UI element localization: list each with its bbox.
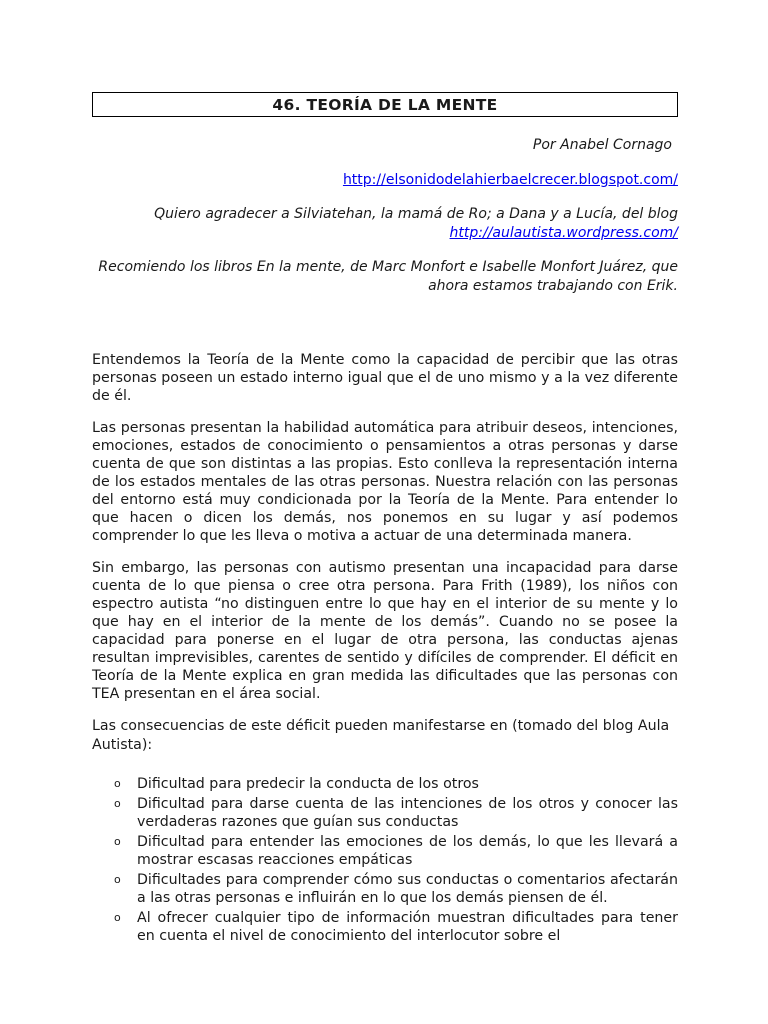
document-title: 46. TEORÍA DE LA MENTE <box>272 95 498 114</box>
bullet-circle-icon: o <box>114 797 121 810</box>
bullet-circle-icon: o <box>114 873 121 886</box>
paragraph-autism: Sin embargo, las personas con autismo presentan una incapacidad para darse cuenta de lo que piensa o cree otra persona. Para Frith (1989), los niños con espectro autista “no distinguen entre lo que hay en el interior de su mente y lo que hay en el interior de la mente de los demás”. Cuando no se posee la capacidad para ponerse en el lugar de otra persona, las conductas ajenas resultan imprevisibles, carentes de sentido y difíciles de comprender. El déficit en Teoría de la Mente explica en gran medida las dificultades que las personas con TEA presentan en el área social. <box>92 560 678 702</box>
author-url-line <box>92 171 678 190</box>
list-item: o Dificultad para entender las emociones de los demás, lo que les llevará a mostrar escasas reacciones empáticas <box>114 834 678 868</box>
thanks-line <box>92 205 678 243</box>
bullet-circle-icon: o <box>114 835 121 848</box>
list-item: o Al ofrecer cualquier tipo de información muestran dificultades para tener en cuenta el nivel de conocimiento del interlocutor sobre el <box>114 910 678 944</box>
document-page <box>92 92 678 947</box>
books-line: Recomiendo los libros En la mente, de Marc Monfort e Isabelle Monfort Juárez, que ahora estamos trabajando con Erik. <box>98 259 678 294</box>
thanks-text: Quiero agradecer a Silviatehan, la mamá de Ro; a Dana y a Lucía, del blog <box>154 206 678 222</box>
paragraph-consequences: Las consecuencias de este déficit pueden manifestarse en (tomado del blog Aula Autista): <box>92 718 670 753</box>
list-item: o Dificultades para comprender cómo sus conductas o comentarios afectarán a las otras personas e influirán en lo que los demás piensen de él. <box>114 872 678 906</box>
paragraph-abilities: Las personas presentan la habilidad automática para atribuir deseos, intenciones, emociones, estados de conocimiento o pensamientos a otras personas y darse cuenta de que son distintas a las propias. Esto conlleva la representación interna de los estados mentales de las otras personas. Nuestra relación con las personas del entorno está muy condicionada por la Teoría de la Mente. Para entender lo que hacen o dicen los demás, nos ponemos en su lugar y así podemos comprender lo que les lleva o motiva a actuar de una determinada manera. <box>92 420 678 544</box>
list-item: o Dificultad para predecir la conducta de los otros <box>114 776 479 792</box>
author-line: Por Anabel Cornago <box>532 137 672 153</box>
bullet-circle-icon: o <box>114 911 121 924</box>
bullet-circle-icon: o <box>114 777 121 790</box>
document-title-box <box>92 92 678 117</box>
aulautista-link[interactable]: http://aulautista.wordpress.com/ <box>449 225 678 241</box>
consequences-list <box>92 775 678 945</box>
paragraph-definition: Entendemos la Teoría de la Mente como la capacidad de percibir que las otras personas poseen un estado interno igual que el de uno mismo y a la vez diferente de él. <box>92 352 678 404</box>
author-blog-link[interactable]: http://elsonidodelahierbaelcrecer.blogspot.com/ <box>342 172 678 188</box>
list-item: o Dificultad para darse cuenta de las intenciones de los otros y conocer las verdaderas razones que guían sus conductas <box>114 796 678 830</box>
